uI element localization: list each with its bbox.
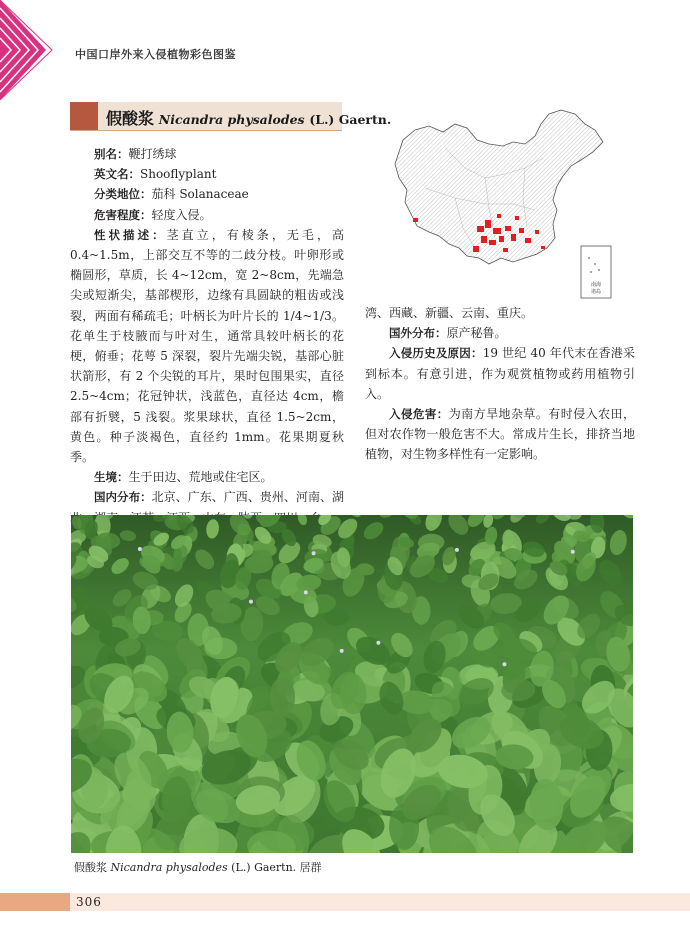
text-column-left [70,144,344,528]
photo-caption [74,859,322,875]
caption-cn: 假酸浆 [74,861,111,874]
habitat-line [70,467,344,487]
habitat-label: 生境： [94,470,129,485]
english-label: 英文名： [94,167,140,182]
habitat-value: 生于田边、荒地或住宅区。 [128,470,273,485]
footer-bar-light [70,893,690,911]
foreign-label: 国外分布： [389,326,447,341]
harm-value: 为南方旱地杂草。有时侵入农田，但对农作物一般危害不大。常成片生长，排挤当地植物，对生物多样性有一定影响。 [365,407,635,462]
history-paragraph [365,343,635,404]
domestic-value-part1: 北京、广东、广西、贵州、河南、湖 [151,490,344,505]
taxonomy-value: 茄科 Solanaceae [151,187,249,202]
domestic-continuation: 湾、西藏、新疆、云南、重庆。 [365,306,534,320]
species-title [106,106,391,129]
alias-value: 鞭打绣球 [128,147,177,161]
species-name-latin: Nicandra physalodes [158,112,305,127]
population-photo [71,515,633,853]
taxonomy-label: 分类地位： [94,187,152,202]
species-name-cn: 假酸浆 [106,109,155,128]
english-line [70,164,344,184]
harm-level-value: 轻度入侵。 [151,207,212,222]
domestic-label: 国内分布： [94,490,152,505]
corner-decoration [0,0,60,100]
history-label: 入侵历史及原因： [389,346,483,361]
harm-paragraph [365,404,635,465]
footer-bar-dark [0,893,70,911]
inset-label-1: 南海 [591,282,602,288]
taxonomy-line [70,184,344,204]
harm-label: 入侵危害： [389,407,449,422]
text-column-right [365,303,635,465]
caption-authority: (L.) Gaertn. 居群 [227,861,322,874]
harm-level-line [70,205,344,225]
traits-label: 性状描述： [94,227,167,242]
alias-label: 别名： [94,147,129,161]
title-accent-block [70,102,98,130]
alias-line [70,144,344,164]
inset-label-2: 诸岛 [591,289,602,295]
distribution-map [385,108,617,300]
traits-paragraph [70,225,344,467]
running-head: 中国口岸外来入侵植物彩色图鉴 [75,48,236,61]
south-sea-inset [581,246,611,298]
history-value: 19 世纪 40 年代末在香港采到标本。有意引进，作为观赏植物或药用植物引入。 [365,346,636,401]
harm-level-label: 危害程度： [94,207,152,222]
traits-value: 茎直立，有棱条，无毛，高 0.4~1.5m，上部交互不等的二歧分枝。叶卵形或椭圆形，草质，长 4~12cm，宽 2~8cm，先端急尖或短渐尖，基部楔形，边缘有具圆缺的粗齿或浅裂，两面有稀疏毛；叶柄长为叶片长的 1/4~1/3。花单生于枝腋而与叶对生，通常具较叶柄长的花梗，俯垂；花萼 5 深裂，裂片先端尖锐，基部心脏状箭形，有 2 个尖锐的耳片，果时包围果实，直径 2.5~4cm；花冠钟状，浅蓝色，直径达 4cm，檐部有折襞，5 浅裂。浆果球状，直径 1.5~2cm，黄色。种子淡褐色，直径约 1mm。花果期夏秋季。 [70,227,344,465]
page-number: 306 [76,895,102,909]
species-authority: (L.) Gaertn. [309,112,392,127]
foreign-line [365,323,635,343]
species-title-bar [70,102,392,131]
caption-latin: Nicandra physalodes [110,861,228,874]
english-value: Shooflyplant [140,167,217,182]
foreign-value: 原产秘鲁。 [446,326,507,341]
